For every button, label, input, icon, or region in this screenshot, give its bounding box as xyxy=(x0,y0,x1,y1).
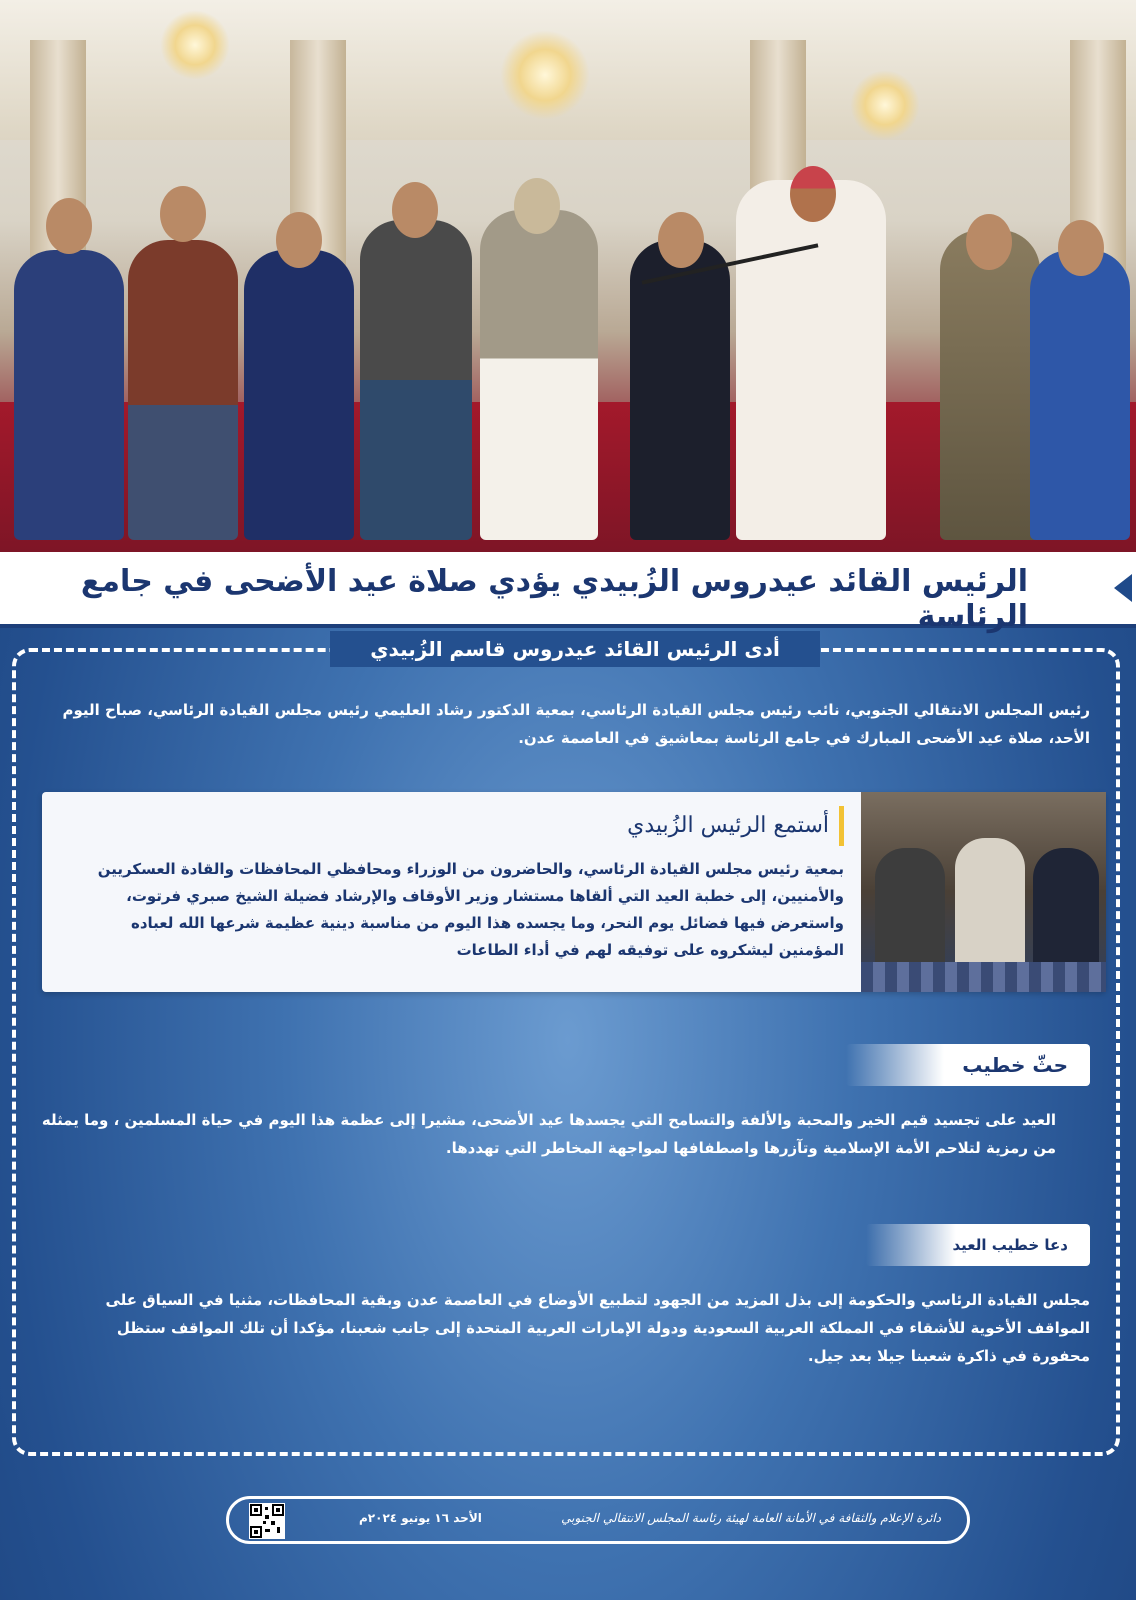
hero-photo xyxy=(0,0,1136,552)
headline: الرئيس القائد عيدروس الزُبيدي يؤدي صلاة عيد الأضحى في جامع الرئاسة xyxy=(80,564,1028,634)
quote-box xyxy=(42,792,1106,992)
worshipper xyxy=(360,220,472,540)
chandelier-icon xyxy=(500,30,590,120)
section2-tab: دعا خطيب العيد xyxy=(866,1224,1090,1266)
worshipper xyxy=(480,210,598,540)
footer xyxy=(226,1496,970,1544)
worshipper-head xyxy=(276,212,322,268)
qr-code-graphic xyxy=(249,1503,285,1539)
worshipper xyxy=(1030,250,1130,540)
quote-photo xyxy=(861,792,1106,992)
worshipper xyxy=(244,250,354,540)
lead-paragraph: رئيس المجلس الانتقالي الجنوبي، نائب رئيس مجلس القيادة الرئاسي، بمعية الدكتور رشاد العليمي رئيس مجلس القيادة الرئاسي، صباح اليوم الأحد، صلاة عيد الأضحى المبارك في جامع الرئاسة بمعاشيق في العاصمة عدن. xyxy=(62,701,1090,747)
quote-heading: أستمع الرئيس الزُبيدي xyxy=(627,806,844,846)
worshipper-head xyxy=(658,212,704,268)
worshipper-head xyxy=(514,178,560,234)
worshipper xyxy=(940,230,1040,540)
chandelier-icon xyxy=(850,70,920,140)
quote-text: بمعية رئيس مجلس القيادة الرئاسي، والحاضرون من الوزراء ومحافظي المحافظات والقادة العسكريين والأمنيين، إلى خطبة العيد التي ألقاها مستشار وزير الأوقاف والإرشاد فضيلة الشيخ صبري فرتوت، واستعرض فيها فضائل يوم النحر، وما يجسده هذا اليوم من مناسبة دينية عظيمة شرعها الله لعباده المؤمنين ليشكروه على توفيقه لهم في أداء الطاعات xyxy=(97,860,844,959)
footer-date: الأحد ١٦ يونيو ٢٠٢٤م xyxy=(359,1511,482,1525)
qr-code-icon xyxy=(249,1503,285,1539)
worshipper-head xyxy=(392,182,438,238)
prayer-rug xyxy=(861,962,1106,992)
imam xyxy=(736,180,886,540)
footer-org: دائرة الإعلام والثقافة في الأمانة العامة لهيئة رئاسة المجلس الانتقالي الجنوبي xyxy=(561,1511,941,1525)
seated-person xyxy=(955,838,1025,968)
seated-person xyxy=(875,848,945,968)
arrow-icon xyxy=(1114,574,1132,602)
section1-tab: حثّ خطيب xyxy=(846,1044,1090,1086)
seated-person xyxy=(1033,848,1099,968)
lead-title: أدى الرئيس القائد عيدروس قاسم الزُبيدي xyxy=(330,631,820,667)
section1-text: العيد على تجسيد قيم الخير والمحبة والألفة والتسامح التي يجسدها عيد الأضحى، مشيرا إلى عظمة هذا اليوم في حياة المسلمين ، وما يمثله من رمزية لتلاحم الأمة الإسلامية وتآزرها واصطفافها لمواجهة المخاطر التي تهددها. xyxy=(41,1111,1056,1157)
chandelier-icon xyxy=(160,10,230,80)
worshipper xyxy=(14,250,124,540)
worshipper xyxy=(630,240,730,540)
imam-head xyxy=(790,166,836,222)
section2-text: مجلس القيادة الرئاسي والحكومة إلى بذل المزيد من الجهود لتطبيع الأوضاع في العاصمة عدن وبقية المحافظات، مثنيا في السياق على المواقف الأخوية للأشقاء في المملكة العربية السعودية ودولة الإمارات العربية المتحدة إلى جانب شعبنا، مؤكدا أن تلك المواقف ستظل محفورة في ذاكرة شعبنا جيلا بعد جيل. xyxy=(105,1291,1090,1365)
worshipper-head xyxy=(160,186,206,242)
worshipper-head xyxy=(966,214,1012,270)
worshipper-head xyxy=(1058,220,1104,276)
headline-banner xyxy=(0,552,1136,634)
worshipper xyxy=(128,240,238,540)
worshipper-head xyxy=(46,198,92,254)
